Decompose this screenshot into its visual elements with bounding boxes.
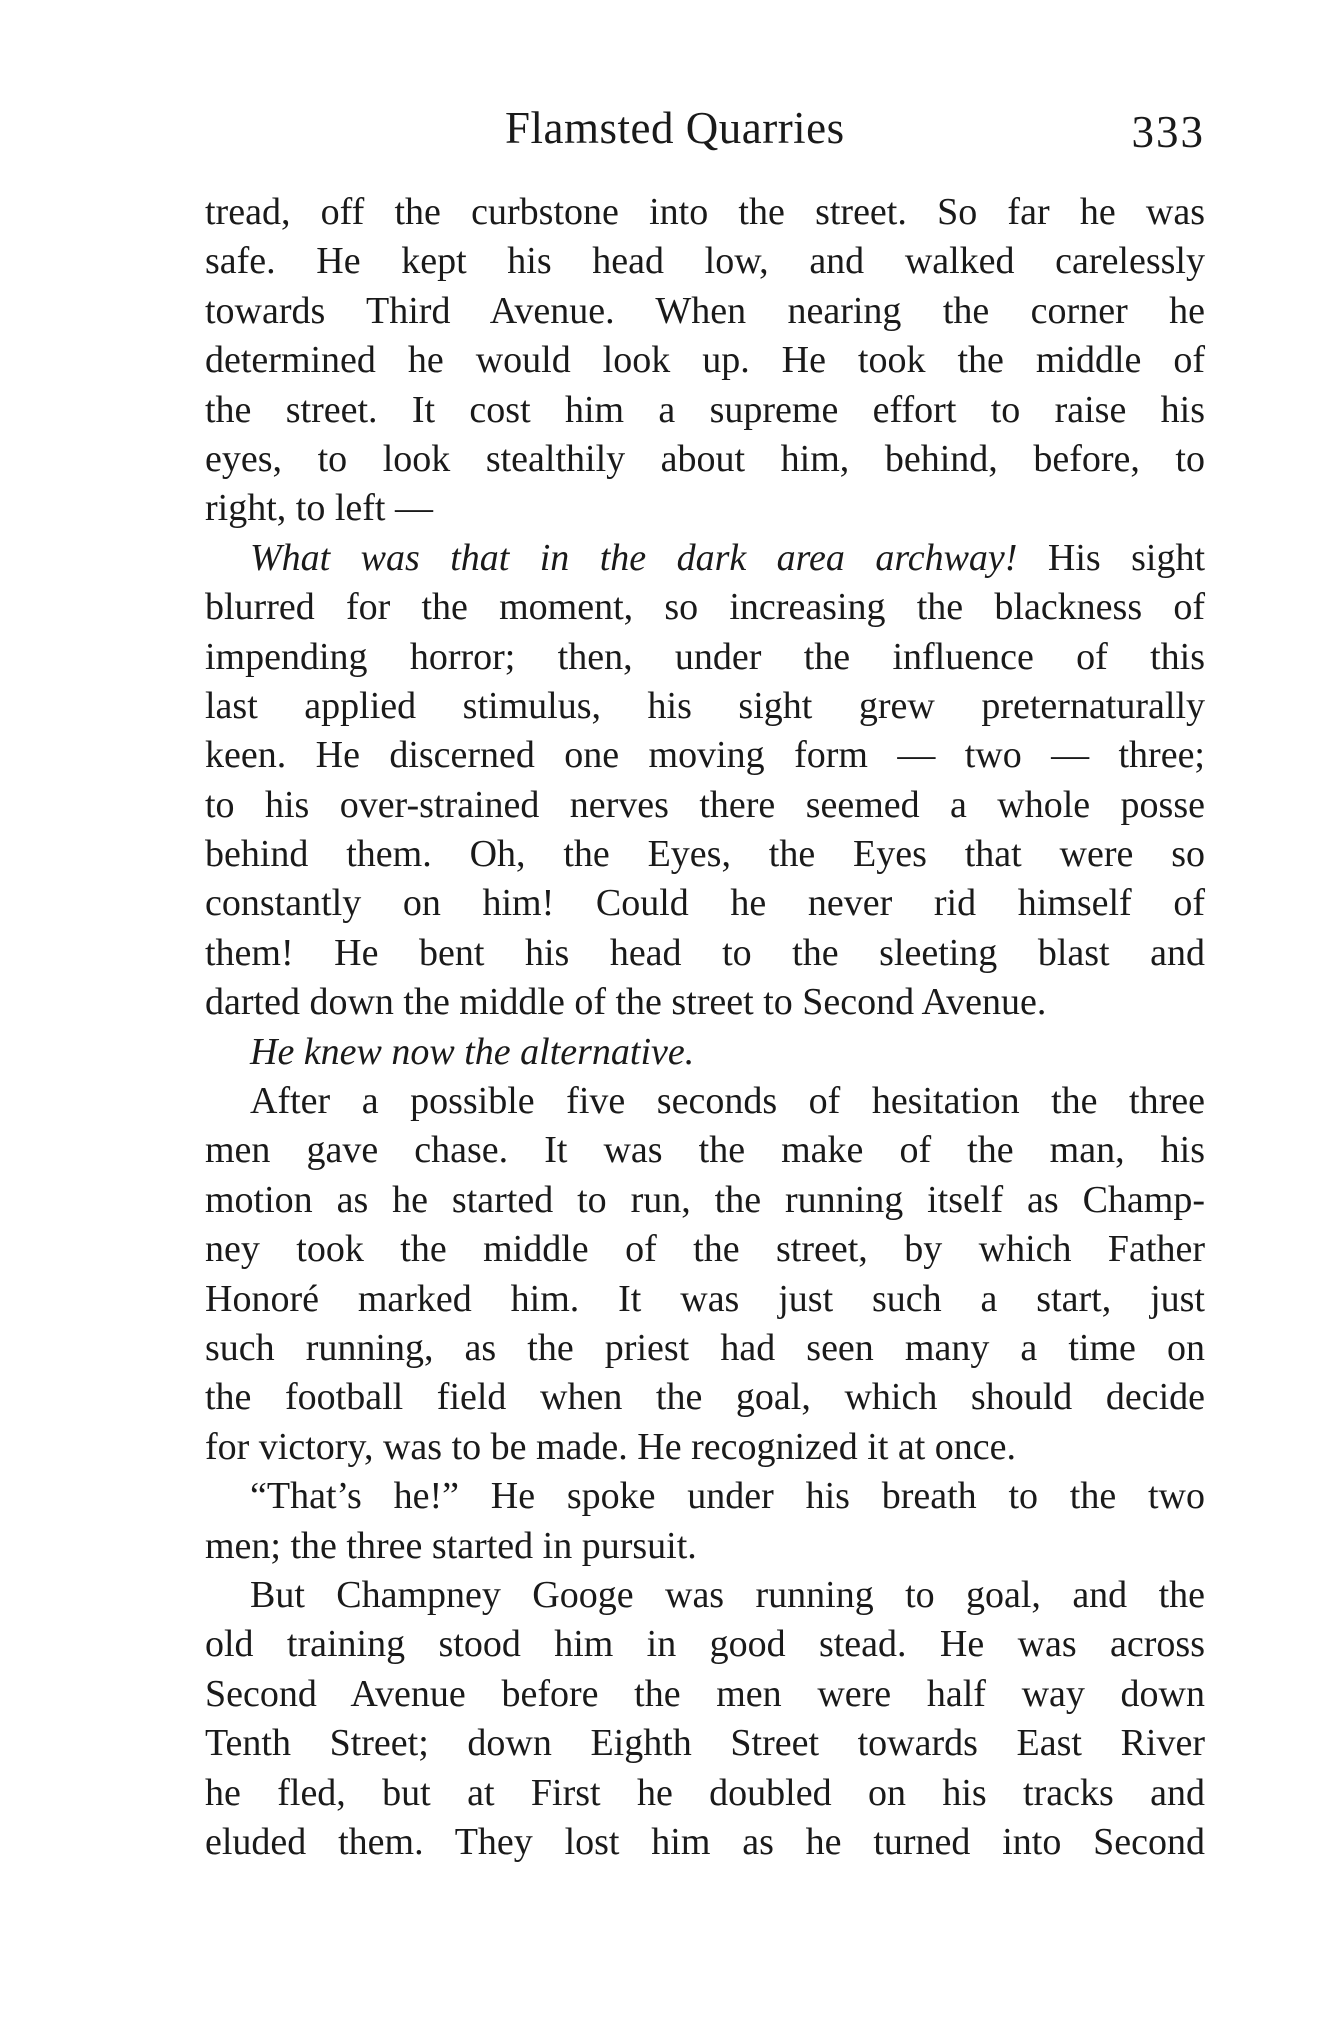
text-line	[205, 534, 1205, 583]
text-line: eluded them. They lost him as he turned into Second	[205, 1820, 1205, 1863]
text-line: them! He bent his head to the sleeting blast and	[205, 931, 1205, 974]
text-run: His sight	[1017, 536, 1205, 579]
text-line: men; the three started in pursuit.	[205, 1524, 697, 1567]
text-line: But Champney Googe was running to goal, and the	[250, 1573, 1205, 1616]
text-line: such running, as the priest had seen many a time on	[205, 1326, 1205, 1369]
text-line: old training stood him in good stead. He was across	[205, 1623, 1205, 1666]
running-title: Flamsted Quarries	[505, 103, 845, 153]
text-line: the football field when the goal, which should decide	[205, 1376, 1205, 1419]
text-line: keen. He discerned one moving form — two — three;	[205, 734, 1205, 777]
text-line: darted down the middle of the street to Second Avenue.	[205, 981, 1047, 1024]
text-line: impending horror; then, under the influence of this	[205, 635, 1205, 678]
text-line: determined he would look up. He took the middle of	[205, 339, 1205, 382]
text-line: “That’s he!” He spoke under his breath to the two	[250, 1475, 1205, 1518]
text-line: last applied stimulus, his sight grew preternaturally	[205, 684, 1205, 727]
text-line: ney took the middle of the street, by which Father	[205, 1228, 1205, 1271]
text-line: After a possible five seconds of hesitation the three	[250, 1080, 1205, 1123]
text-line: Honoré marked him. It was just such a start, just	[205, 1277, 1205, 1320]
text-line: Second Avenue before the men were half way down	[205, 1672, 1205, 1715]
text-line: motion as he started to run, the running itself as Champ-	[205, 1178, 1205, 1221]
text-line: men gave chase. It was the make of the man, his	[205, 1129, 1205, 1172]
italic-phrase: What was that in the dark area archway!	[250, 536, 1018, 579]
text-line: Tenth Street; down Eighth Street towards East River	[205, 1722, 1205, 1765]
text-line: he fled, but at First he doubled on his tracks and	[205, 1771, 1205, 1814]
text-line: blurred for the moment, so increasing the blackness of	[205, 586, 1205, 629]
italic-line: He knew now the alternative.	[250, 1030, 695, 1073]
text-line: eyes, to look stealthily about him, behind, before, to	[205, 437, 1205, 480]
body-text	[205, 188, 1205, 1867]
page-number: 333	[1131, 107, 1205, 157]
text-line: safe. He kept his head low, and walked carelessly	[205, 240, 1205, 283]
text-line: towards Third Avenue. When nearing the corner he	[205, 289, 1205, 332]
text-line: right, to left —	[205, 487, 433, 530]
text-line: tread, off the curbstone into the street. So far he was	[205, 191, 1205, 233]
text-line: behind them. Oh, the Eyes, the Eyes that were so	[205, 833, 1205, 876]
running-head	[205, 102, 1205, 162]
text-line: to his over-strained nerves there seemed a whole posse	[205, 783, 1205, 826]
text-line: for victory, was to be made. He recognized it at once.	[205, 1425, 1017, 1468]
text-line: constantly on him! Could he never rid himself of	[205, 882, 1205, 925]
text-line: the street. It cost him a supreme effort to raise his	[205, 388, 1205, 431]
